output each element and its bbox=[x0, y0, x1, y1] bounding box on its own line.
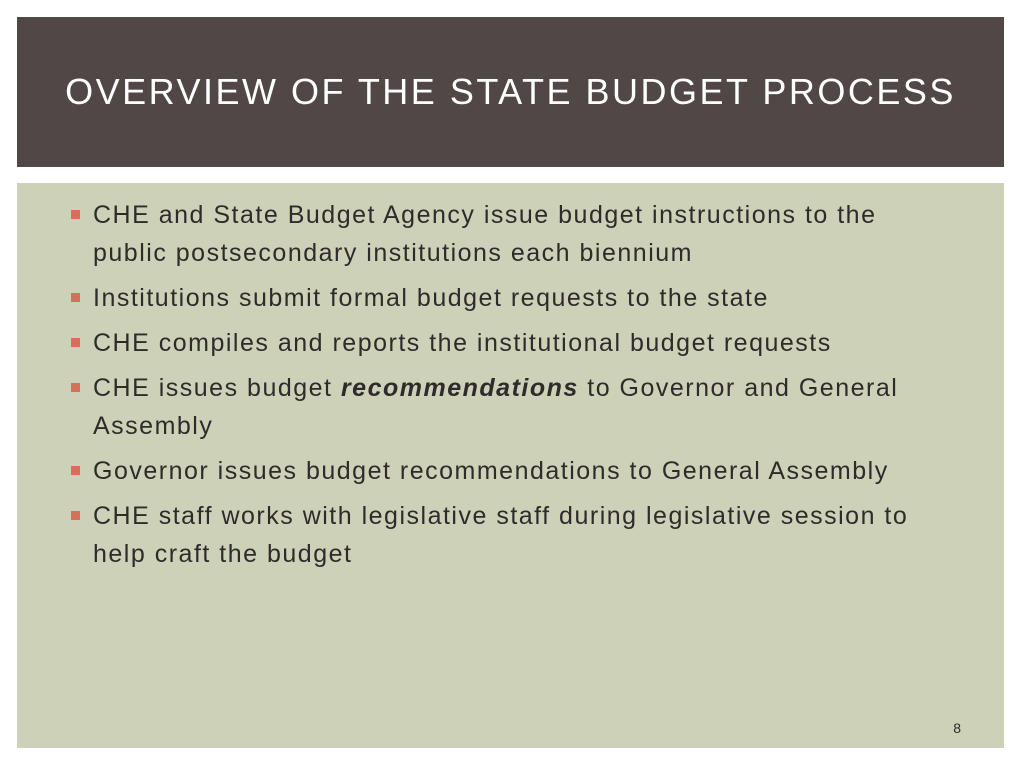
square-bullet-icon bbox=[71, 338, 80, 347]
bullet-item bbox=[69, 196, 949, 272]
bullet-item bbox=[69, 452, 949, 490]
bullet-item bbox=[69, 324, 949, 362]
bullet-item bbox=[69, 369, 949, 445]
bullet-item bbox=[69, 497, 949, 573]
bullet-text: Governor issues budget recommendations to General Assembly bbox=[93, 457, 889, 485]
bullet-text: CHE staff works with legislative staff during legislative session to help craft the budget bbox=[93, 502, 909, 568]
bullet-text: Institutions submit formal budget requests to the state bbox=[93, 284, 769, 312]
bullet-text: CHE and State Budget Agency issue budget instructions to the public postsecondary institutions each biennium bbox=[93, 201, 877, 267]
slide-title: OVERVIEW OF THE STATE BUDGET PROCESS bbox=[65, 71, 956, 112]
content-panel bbox=[17, 183, 1004, 748]
bullet-text-before: CHE issues budget bbox=[93, 374, 341, 402]
square-bullet-icon bbox=[71, 466, 80, 475]
square-bullet-icon bbox=[71, 383, 80, 392]
bullet-item bbox=[69, 279, 949, 317]
bullet-text: CHE compiles and reports the institutional budget requests bbox=[93, 329, 832, 357]
page-number: 8 bbox=[953, 720, 961, 736]
bullet-list bbox=[69, 196, 949, 580]
square-bullet-icon bbox=[71, 293, 80, 302]
square-bullet-icon bbox=[71, 511, 80, 520]
bullet-emphasis: recommendations bbox=[340, 374, 579, 402]
title-band bbox=[17, 17, 1004, 167]
bullet-text-after: to Governor and General Assembly bbox=[93, 374, 899, 440]
square-bullet-icon bbox=[71, 210, 80, 219]
